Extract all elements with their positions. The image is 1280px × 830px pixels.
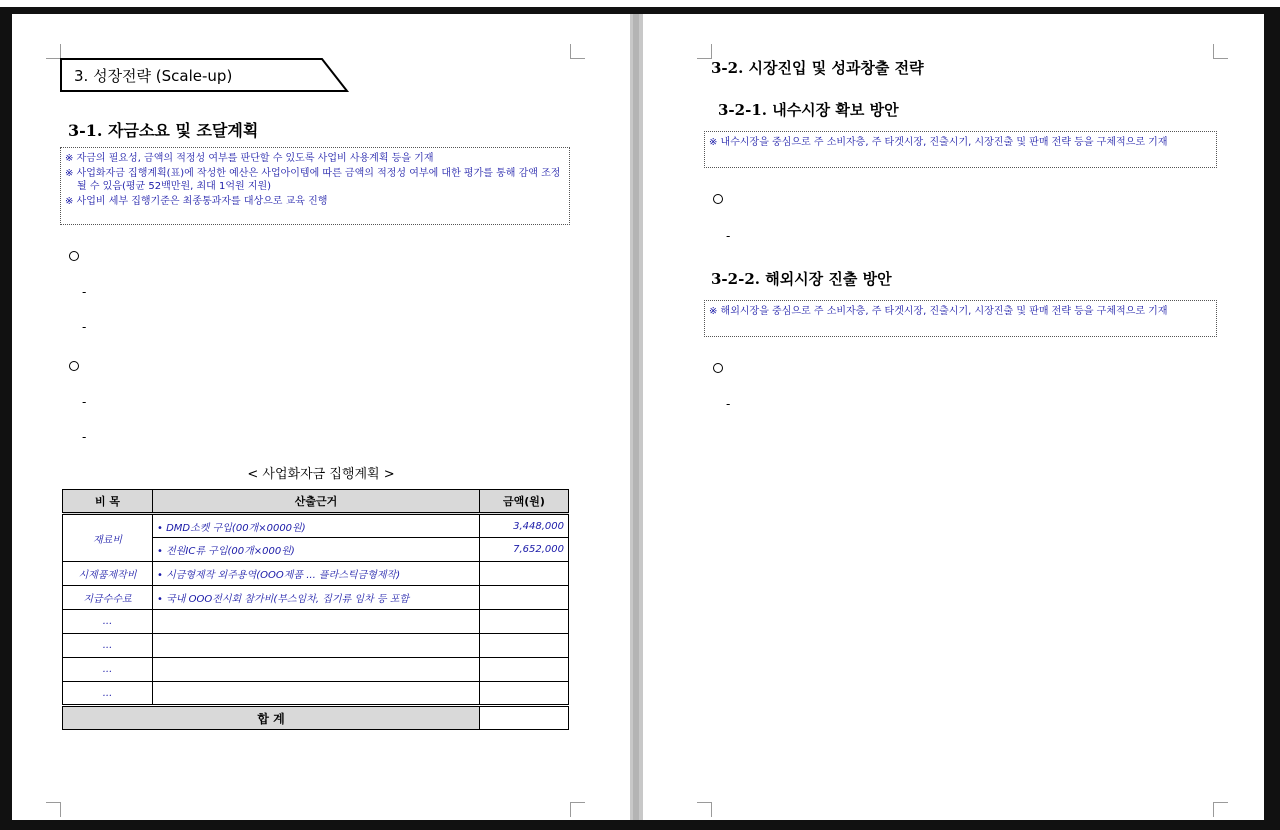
basis-cell: • DMD소켓 구입(00개×0000원)	[153, 514, 480, 538]
guidance-note-3-1	[60, 147, 570, 225]
amount-cell: 3,448,000	[480, 514, 569, 538]
page-corner-mark	[1213, 44, 1228, 59]
page-corner-mark	[46, 44, 61, 59]
dash-bullet: -	[726, 397, 731, 411]
section-title: 3. 성장전략 (Scale-up)	[74, 67, 233, 85]
note-line: ※ 사업비 세부 집행기준은 최종통과자를 대상으로 교육 진행	[65, 196, 328, 207]
note-line: ※ 해외시장을 중심으로 주 소비자층, 주 타겟시장, 진출시기, 시장진출 및 판매 전략 등을 구체적으로 기재	[709, 306, 1168, 317]
table-row	[63, 514, 569, 538]
circle-bullet	[713, 363, 723, 373]
heading-3-1: 3-1. 자금소요 및 조달계획	[68, 121, 259, 140]
category-cell: ...	[63, 610, 153, 634]
page-gutter	[630, 14, 643, 820]
heading-3-2-1: 3-2-1. 내수시장 확보 방안	[718, 101, 899, 119]
dash-bullet: -	[82, 285, 87, 299]
page-corner-mark	[697, 802, 712, 817]
page-corner-mark	[570, 802, 585, 817]
header-category: 비 목	[63, 490, 153, 514]
amount-cell	[480, 682, 569, 706]
category-cell: ...	[63, 634, 153, 658]
page-corner-mark	[1213, 802, 1228, 817]
table-caption: < 사업화자금 집행계획 >	[247, 467, 395, 482]
page-left	[12, 14, 630, 820]
basis-cell	[153, 658, 480, 682]
basis-cell: • 국내 OOO전시회 참가비(부스임차, 집기류 임차 등 포함	[153, 586, 480, 610]
table-row	[63, 658, 569, 682]
amount-cell	[480, 586, 569, 610]
guidance-note-3-2-1	[704, 131, 1217, 168]
heading-3-2-2: 3-2-2. 해외시장 진출 방안	[711, 270, 892, 288]
circle-bullet	[69, 361, 79, 371]
basis-cell	[153, 634, 480, 658]
header-basis: 산출근거	[153, 490, 480, 514]
circle-bullet	[69, 251, 79, 261]
note-line: ※ 자금의 필요성, 금액의 적정성 여부를 판단할 수 있도록 사업비 사용계획 등을 기재	[65, 153, 434, 164]
table-row	[63, 682, 569, 706]
amount-cell: 7,652,000	[480, 538, 569, 562]
total-value	[480, 706, 569, 730]
table-row	[63, 610, 569, 634]
note-line: ※ 사업화자금 집행계획(표)에 작성한 예산은 사업아이템에 따른 금액의 적정성 여부에 대한 평가를 통해 감액 조정될 수 있음(평균 52백만원, 최대 1억원 지원)	[65, 168, 561, 192]
amount-cell	[480, 610, 569, 634]
section-title-box	[60, 58, 350, 92]
table-row	[63, 562, 569, 586]
category-cell: ...	[63, 658, 153, 682]
amount-cell	[480, 562, 569, 586]
basis-cell: • 전원IC류 구입(00개×000원)	[153, 538, 480, 562]
circle-bullet	[713, 194, 723, 204]
category-cell: ...	[63, 682, 153, 706]
category-cell: 지급수수료	[63, 586, 153, 610]
page-corner-mark	[697, 44, 712, 59]
basis-cell	[153, 610, 480, 634]
page-corner-mark	[570, 44, 585, 59]
table-row	[63, 586, 569, 610]
page-corner-mark	[46, 802, 61, 817]
amount-cell	[480, 634, 569, 658]
basis-cell	[153, 682, 480, 706]
heading-3-2: 3-2. 시장진입 및 성과창출 전략	[711, 59, 924, 77]
table-row	[63, 634, 569, 658]
guidance-note-3-2-2	[704, 300, 1217, 337]
dash-bullet: -	[726, 229, 731, 243]
category-cell: 재료비	[63, 514, 153, 562]
dash-bullet: -	[82, 395, 87, 409]
budget-table	[62, 489, 569, 730]
total-label: 합 계	[63, 706, 480, 730]
dash-bullet: -	[82, 320, 87, 334]
amount-cell	[480, 658, 569, 682]
page-right	[643, 14, 1264, 820]
category-cell: 시제품제작비	[63, 562, 153, 586]
note-line: ※ 내수시장을 중심으로 주 소비자층, 주 타겟시장, 진출시기, 시장진출 및 판매 전략 등을 구체적으로 기재	[709, 137, 1168, 148]
total-row	[63, 706, 569, 730]
basis-cell: • 시금형제작 외주용역(OOO제품 ... 플라스틱금형제작)	[153, 562, 480, 586]
dash-bullet: -	[82, 430, 87, 444]
header-amount: 금액(원)	[480, 490, 569, 514]
